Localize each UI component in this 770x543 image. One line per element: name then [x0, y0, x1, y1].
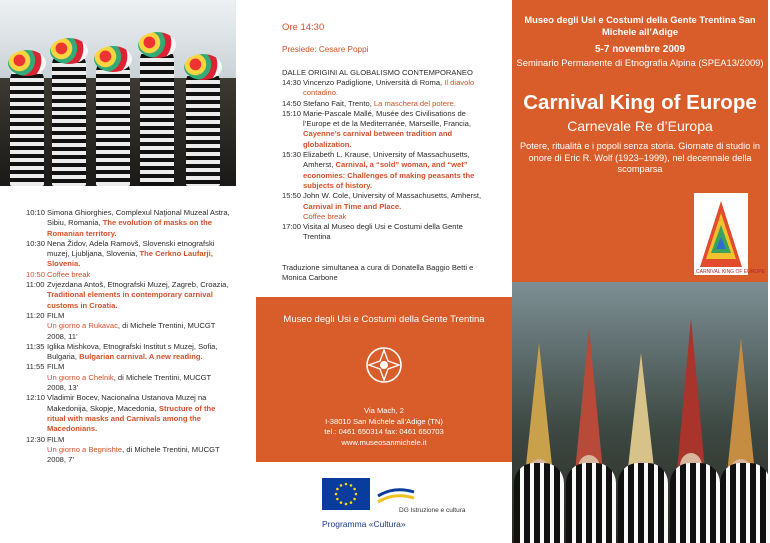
right-panel — [512, 0, 768, 543]
schedule-time: 17:00 — [282, 222, 302, 232]
schedule-time: 14:30 — [282, 78, 302, 87]
left-panel — [0, 0, 256, 543]
schedule-text: The Cerkno Laufarji, Slovenia. — [47, 249, 213, 269]
schedule-time: 11:35 — [26, 341, 45, 351]
schedule-text: Elizabeth L. Krause, University of Massachusetts, Amherst, — [303, 150, 470, 170]
middle-panel — [256, 0, 512, 543]
session-time-heading: Ore 14:30 — [282, 22, 325, 33]
schedule-text: , di Michele Trentini, MUCGT 2008, 13’ — [47, 372, 212, 393]
programme-label: Programma «Cultura» — [322, 519, 406, 529]
schedule-entry — [47, 311, 232, 342]
schedule-time: 10:50 — [26, 269, 46, 279]
schedule-text: Nena Židov, Adela Ramovš, Slovenski etnografski muzej, Ljubljana, Slovenia, — [47, 238, 215, 259]
schedule-text: Visita al Museo degli Usi e Costumi della Gente Trentina — [303, 222, 463, 242]
dg-education-logo-icon — [376, 478, 416, 510]
schedule-text: Un giorno a Rukavac — [47, 321, 118, 331]
schedule-entry — [47, 362, 232, 393]
schedule-entry — [47, 280, 232, 311]
schedule-row — [26, 362, 232, 393]
schedule-entry — [303, 109, 488, 150]
schedule-time: 12:10 — [26, 393, 46, 403]
schedule-time: 11:55 — [26, 362, 45, 372]
schedule-time: 14:50 — [282, 98, 302, 108]
schedule-entry — [47, 239, 232, 270]
schedule-text: , di Michele Trentini, MUCGT 2008, 7’ — [47, 444, 220, 465]
schedule-text: John W. Cole, University of Massachusetts, Amherst, — [303, 191, 482, 201]
schedule-text: Bulgarian carnival. A new reading. — [79, 352, 203, 362]
event-description: Potere, ritualità e i popoli senza storia. Giornate di studio in onore di Eric R. Wolf (1923–1999), nel decennale della scomparsa — [519, 141, 761, 174]
schedule-entry — [47, 393, 232, 434]
schedule-row — [282, 222, 488, 243]
schedule-text: Stefano Fait, Trento, — [303, 98, 374, 108]
schedule-entry — [303, 222, 488, 243]
schedule-text: Un giorno a Begnishte — [47, 444, 123, 454]
schedule-row — [282, 109, 488, 150]
schedule-entry — [47, 342, 232, 363]
schedule-row — [26, 393, 232, 434]
schedule-row — [26, 311, 232, 342]
schedule-text: FILM — [47, 434, 65, 444]
schedule-text: , di Michele Trentini, MUCGT 2008, 11’ — [47, 321, 216, 341]
carnival-photo-top — [0, 0, 236, 186]
seminar-name: Seminario Permanente di Etnografia Alpina (SPEA13/2009) — [516, 57, 764, 68]
organizer-title: Museo degli Usi e Costumi della Gente Trentina San Michele all’Adige — [524, 14, 756, 37]
museum-name: Museo degli Usi e Costumi della Gente Trentina — [283, 314, 485, 325]
schedule-time: 11:20 — [26, 310, 45, 320]
schedule-text: Carnival, a “sold” woman, and “wet” economies: Challenges of making peasants the subjects of history. — [303, 160, 475, 190]
afternoon-schedule — [282, 78, 488, 243]
address-website[interactable]: www.museosanmichele.it — [341, 437, 427, 447]
schedule-text: Vincenzo Padiglione, Università di Roma, — [303, 78, 445, 87]
schedule-text: Cayenne’s carnival between tradition and globalization. — [303, 129, 453, 149]
schedule-text: Iglika Mishkova, Etnografski Institut s Muzej, Sofia, Bulgaria, — [47, 341, 218, 362]
schedule-text: Structure of the ritual with masks and Carnivals among the Macedonians. — [47, 403, 216, 434]
schedule-entry — [303, 78, 488, 99]
museum-address — [256, 406, 512, 448]
schedule-time: 15:50 — [282, 191, 302, 201]
afternoon-morning-schedule — [26, 208, 232, 465]
schedule-entry — [303, 150, 488, 191]
schedule-entry — [47, 270, 232, 280]
schedule-entry — [303, 99, 488, 109]
main-title: Carnival King of Europe — [523, 91, 757, 114]
schedule-text: Un giorno a Chelnik — [47, 372, 114, 382]
address-city: I-38010 San Michele all’Adige (TN) — [325, 416, 443, 426]
session-chair: Presiede: Cesare Poppi — [282, 45, 369, 54]
schedule-text: Zvjezdana Antoš, Etnografski Muzej, Zagreb, Croazia, — [47, 280, 229, 290]
schedule-text: FILM — [47, 362, 65, 372]
schedule-row — [282, 99, 488, 109]
schedule-time: 10:30 — [26, 238, 46, 248]
schedule-row — [26, 270, 232, 280]
schedule-time: 10:10 — [26, 208, 46, 217]
museum-contact-box — [256, 297, 512, 462]
schedule-row — [282, 150, 488, 191]
schedule-text: Marie-Pascale Mallé, Musée des Civilisations de l’Europe et de la Mediterranée, Marseille, Francia, — [303, 108, 471, 129]
schedule-text: Vladimir Bocev, Nacionalna Ustanova Muzej na Makedonija, Skopje, Macedonia, — [47, 393, 207, 413]
address-phone: tel.: 0461 650314 fax: 0461 650703 — [324, 427, 444, 436]
schedule-row — [26, 435, 232, 466]
schedule-time: 15:30 — [282, 150, 302, 160]
translation-note: Traduzione simultanea a cura di Donatella Baggio Betti e Monica Carbone — [282, 263, 474, 283]
schedule-row — [282, 78, 488, 99]
schedule-time: 15:10 — [282, 108, 302, 118]
section-title: DALLE ORIGINI AL GLOBALISMO CONTEMPORANEO — [282, 68, 473, 77]
schedule-text: Coffee break — [47, 269, 91, 279]
logo-text: CARNIVAL KING OF EUROPE — [696, 269, 765, 275]
schedule-time: 11:00 — [26, 280, 45, 290]
schedule-time: 12:30 — [26, 434, 46, 444]
schedule-text: Simona Ghiorghies, Complexul Naţional Muzeal Astra, Sibiu, Romania, — [47, 208, 230, 228]
museum-emblem-icon — [364, 345, 404, 385]
schedule-row — [282, 191, 488, 222]
schedule-text: Traditional elements in contemporary carnival customs in Croatia. — [47, 290, 213, 310]
schedule-row — [26, 280, 232, 311]
schedule-text: La maschera del potere. — [373, 98, 456, 108]
carnival-photo-bottom — [512, 282, 768, 543]
schedule-text: FILM — [47, 310, 65, 320]
session-section-title — [282, 68, 488, 78]
schedule-entry — [47, 435, 232, 466]
address-street: Via Mach, 2 — [364, 406, 404, 415]
schedule-text: The evolution of masks on the Romanian territory. — [47, 218, 212, 238]
schedule-entry — [47, 208, 232, 239]
schedule-text: Carnival in Time and Place. — [303, 201, 402, 211]
schedule-row — [26, 208, 232, 239]
schedule-text: Coffee break — [303, 211, 347, 221]
schedule-entry — [303, 191, 488, 222]
schedule-row — [26, 239, 232, 270]
event-date: 5-7 novembre 2009 — [594, 44, 686, 55]
subtitle: Carnevale Re d’Europa — [567, 118, 713, 134]
schedule-row — [26, 342, 232, 363]
dg-label: DG Istruzione e cultura — [399, 507, 466, 514]
eu-flag-icon — [322, 478, 370, 510]
carnival-king-logo-icon — [694, 193, 765, 275]
schedule-text: Il diavolo contadino. — [303, 78, 475, 98]
